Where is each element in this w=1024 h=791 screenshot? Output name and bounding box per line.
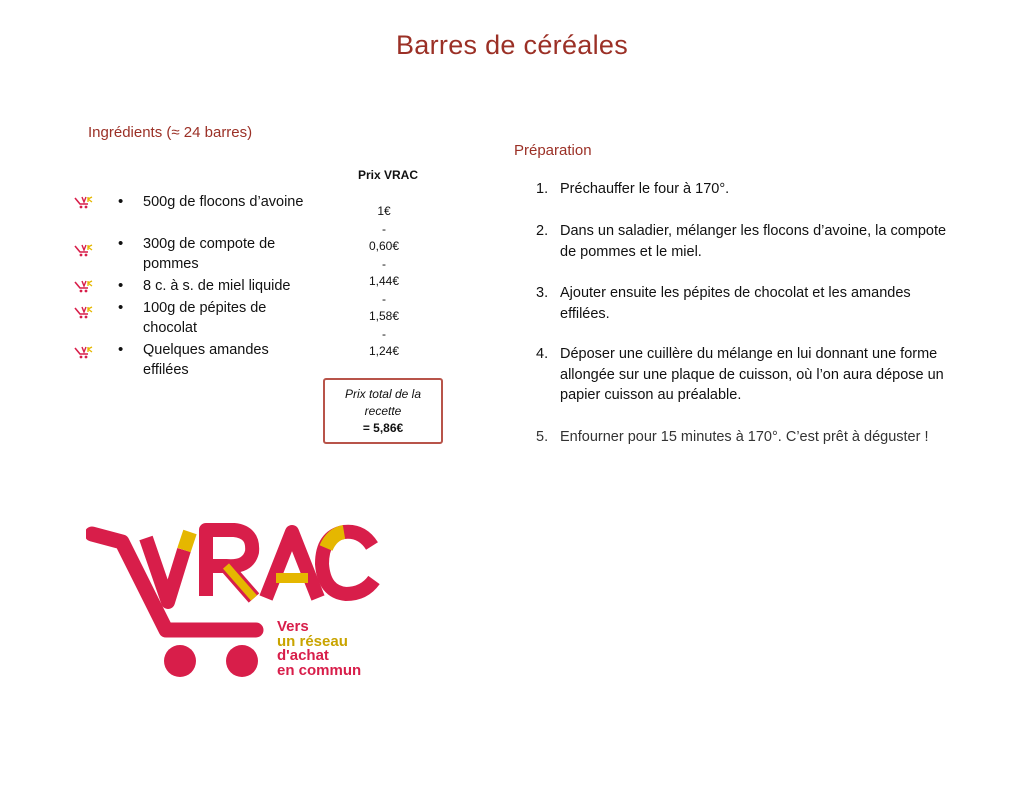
total-price-label: Prix total de la recette: [344, 387, 422, 418]
tagline-line: en commun: [277, 661, 362, 679]
ingredient-item: [74, 276, 314, 298]
step-text: Préchauffer le four à 170°.: [560, 181, 730, 197]
tagline-line: Vers: [277, 618, 309, 635]
step-text: Enfourner pour 15 minutes à 170°. C’est prêt à déguster !: [560, 429, 929, 445]
ingredient-text: 300g de compote de pommes: [143, 236, 276, 272]
price-value: 1,44€: [368, 274, 400, 288]
ingredient-text: 500g de flocons d’avoine: [143, 194, 304, 210]
price-value: 1,58€: [368, 309, 400, 323]
ingredient-item: [74, 192, 314, 234]
step-text: Dans un saladier, mélanger les flocons d’avoine, la compote de pommes et le miel.: [560, 223, 947, 260]
vrac-mini-logo-icon: [74, 306, 96, 320]
price-separator: -: [382, 291, 386, 306]
vrac-mini-logo-icon: [74, 196, 96, 210]
price-value: 1€: [377, 204, 391, 218]
price-separator: -: [382, 221, 386, 236]
ingredient-text: Quelques amandes effilées: [143, 342, 269, 378]
tagline-line: un réseau: [277, 632, 348, 650]
price-value: 0,60€: [368, 239, 400, 253]
price-separator: -: [382, 256, 386, 271]
ingredient-item: [74, 298, 314, 340]
bullet: •: [118, 277, 124, 294]
step-number: 1.: [536, 181, 549, 197]
ingredients-heading: Ingrédients (≈ 24 barres): [88, 124, 253, 141]
price-separator: -: [382, 326, 386, 341]
logo-tagline: [277, 620, 361, 678]
price-column: [346, 203, 422, 361]
vrac-mini-logo-icon: [74, 346, 96, 360]
bullet: •: [118, 235, 124, 252]
step-number: 3.: [536, 285, 549, 301]
price-heading: Prix VRAC: [357, 168, 419, 182]
total-price-box: [323, 378, 443, 444]
ingredient-text: 100g de pépites de chocolat: [143, 300, 267, 336]
bullet: •: [118, 299, 124, 316]
step-number: 5.: [536, 429, 549, 445]
page-title: Barres de céréales: [395, 30, 628, 60]
bullet: •: [118, 193, 124, 210]
step-number: 2.: [536, 223, 549, 239]
bullet: •: [118, 341, 124, 358]
step-text: Ajouter ensuite les pépites de chocolat et les amandes effilées.: [560, 285, 911, 322]
step-text: Déposer une cuillère du mélange en lui donnant une forme allongée sur une plaque de cuisson, où l’on aura dépose un papier cuisson au préalable.: [560, 346, 944, 403]
step-number: 4.: [536, 346, 549, 362]
vrac-mini-logo-icon: [74, 280, 96, 294]
price-value: 1,24€: [368, 344, 400, 358]
tagline-line: d'achat: [277, 647, 329, 664]
total-price-value: = 5,86€: [362, 421, 404, 435]
vrac-mini-logo-icon: [74, 244, 96, 258]
ingredient-text: 8 c. à s. de miel liquide: [143, 278, 291, 294]
ingredient-item: [74, 340, 314, 382]
ingredient-item: [74, 234, 314, 276]
ingredients-list: [74, 192, 314, 382]
preparation-heading: Préparation: [514, 142, 592, 159]
